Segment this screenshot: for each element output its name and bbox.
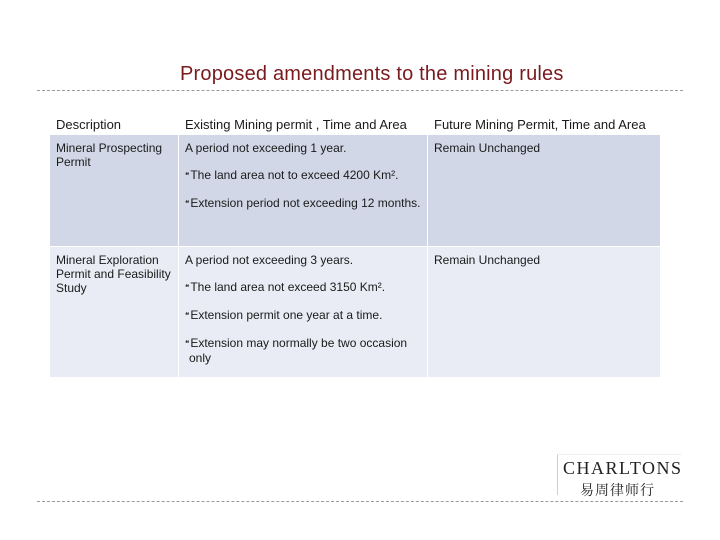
logo-name-cn: 易周律师行 [580,483,655,499]
permit-entry: ❝The land area not to exceed 4200 Km². [185,168,399,182]
row-future-cell: Remain Unchanged [428,135,661,247]
charltons-logo [557,454,683,499]
permit-entry: ❝Extension permit one year at a time. [185,308,383,322]
bullet-marker-icon: ❝ [185,311,190,320]
header-future: Future Mining Permit, Time and Area [428,111,661,135]
header-description: Description [50,111,179,135]
row-description: Mineral Exploration Permit and Feasibility Study [50,247,179,378]
bottom-divider [37,501,683,502]
bullet-marker-icon: ❝ [185,283,190,292]
bullet-marker-icon: ❝ [185,171,190,180]
row-existing-cell [179,247,428,378]
amendments-table [49,110,661,378]
permit-entry: A period not exceeding 3 years. [185,253,354,267]
permit-entry: ❝Extension period not exceeding 12 months. [185,196,421,210]
permit-entry: ❝The land area not exceed 3150 Km². [185,280,386,294]
logo-name-en: CHARLTONS [563,458,683,478]
table-row [50,135,661,247]
slide-title: Proposed amendments to the mining rules [180,63,564,85]
bullet-marker-icon: ❝ [185,339,190,348]
table-header-row [50,111,661,135]
bullet-marker-icon: ❝ [185,199,190,208]
permit-entry: A period not exceeding 1 year. [185,141,347,155]
header-existing: Existing Mining permit , Time and Area [179,111,428,135]
row-description: Mineral Prospecting Permit [50,135,179,247]
top-divider [37,90,683,91]
row-existing-cell [179,135,428,247]
table-row [50,247,661,378]
row-future-cell: Remain Unchanged [428,247,661,378]
permit-entry: ❝Extension may normally be two occasion only [185,336,408,365]
